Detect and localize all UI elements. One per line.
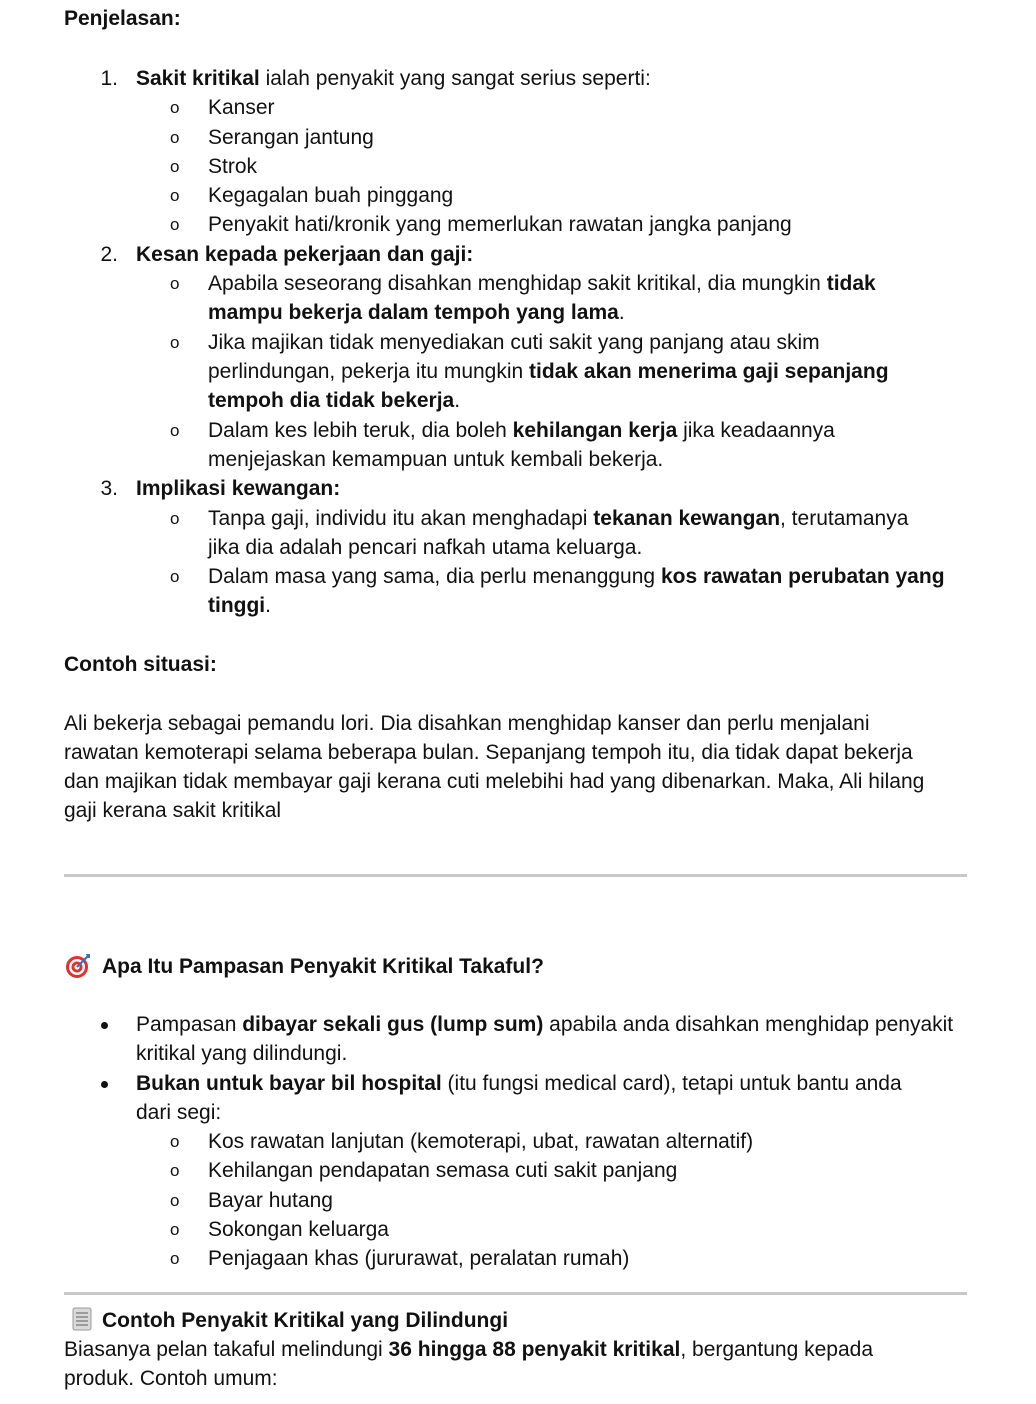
sub-item-line — [208, 386, 460, 415]
hollow-bullet: o — [170, 274, 180, 293]
bold-text: tidak akan menerima gaji sepanjang — [529, 360, 889, 383]
paragraph-line: rawatan kemoterapi selama beberapa bulan. Sepanjang tempoh itu, dia tidak dapat bekerja — [64, 741, 913, 764]
text: , terutamanya — [780, 507, 909, 530]
sub-item-line — [208, 591, 271, 620]
hollow-bullet: o — [170, 567, 180, 586]
target-icon — [64, 952, 92, 980]
sub-item: Penjagaan khas (jururawat, peralatan rumah) — [208, 1247, 630, 1270]
sub-item: Penyakit hati/kronik yang memerlukan rawatan jangka panjang — [208, 213, 792, 236]
list-number: 1. — [100, 67, 118, 90]
sub-item: Serangan jantung — [208, 126, 374, 149]
bold-text: kos rawatan perubatan yang — [660, 565, 945, 588]
hollow-bullet: o — [170, 186, 180, 205]
bold-text: mampu bekerja dalam tempoh yang lama — [208, 301, 619, 324]
bold-text: tinggi — [208, 594, 266, 617]
sub-item-line — [208, 562, 945, 591]
bold-text: kehilangan kerja — [512, 419, 678, 442]
hollow-bullet: o — [170, 215, 180, 234]
text: perlindungan, pekerja itu mungkin — [208, 360, 530, 383]
paragraph-line: dan majikan tidak membayar gaji kerana cuti melebihi had yang dibenarkan. Maka, Ali hilang — [64, 770, 925, 793]
sub-item: Kehilangan pendapatan semasa cuti sakit panjang — [208, 1159, 678, 1182]
bullet-line — [136, 1069, 902, 1098]
list-number: 3. — [100, 477, 118, 500]
hollow-bullet: o — [170, 157, 180, 176]
item-title: Sakit kritikal — [136, 67, 260, 90]
text: . — [454, 389, 461, 412]
sub-item-line — [208, 416, 835, 445]
text: . — [265, 594, 271, 617]
list-number: 2. — [100, 243, 118, 266]
bold-text: tempoh dia tidak bekerja — [208, 389, 455, 412]
sub-item: Sokongan keluarga — [208, 1218, 389, 1241]
bold-text: dibayar sekali gus (lump sum) — [242, 1013, 544, 1036]
text: Tanpa gaji, individu itu akan menghadapi — [208, 507, 594, 530]
sub-item-line — [208, 269, 876, 298]
paragraph-line: gaji kerana sakit kritikal — [64, 799, 282, 822]
sub-item-line: Jika majikan tidak menyediakan cuti sakit yang panjang atau skim — [208, 331, 820, 354]
list-item-3-title: Implikasi kewangan: — [136, 477, 341, 500]
list-item-1 — [136, 64, 651, 93]
hollow-bullet: o — [170, 128, 180, 147]
sub-item-line: menjejaskan kemampuan untuk kembali bekerja. — [208, 448, 664, 471]
text: Biasanya pelan takaful melindungi — [64, 1338, 389, 1361]
sub-item: Kegagalan buah pinggang — [208, 184, 454, 207]
ledger-icon — [72, 1307, 92, 1331]
paragraph-line — [64, 1335, 873, 1364]
list-item-2-title: Kesan kepada pekerjaan dan gaji: — [136, 243, 474, 266]
hollow-bullet: o — [170, 1161, 180, 1180]
sub-item-line — [208, 298, 625, 327]
text: Dalam kes lebih teruk, dia boleh — [208, 419, 513, 442]
sub-item: Strok — [208, 155, 258, 178]
section-heading-pampasan: Apa Itu Pampasan Penyakit Kritikal Takaful? — [102, 955, 544, 978]
text: Pampasan — [136, 1013, 243, 1036]
bullet-line — [136, 1010, 953, 1039]
item-text: ialah penyakit yang sangat serius seperti: — [259, 67, 651, 90]
hollow-bullet: o — [170, 509, 180, 528]
bold-text: tidak — [826, 272, 876, 295]
bold-text: Bukan untuk bayar bil hospital — [136, 1072, 442, 1095]
section-heading-contoh: Contoh situasi: — [64, 653, 217, 676]
paragraph-line: produk. Contoh umum: — [64, 1367, 278, 1390]
text: jika keadaannya — [677, 419, 835, 442]
hollow-bullet: o — [170, 1132, 180, 1151]
sub-item-line: jika dia adalah pencari nafkah utama keluarga. — [208, 536, 643, 559]
sub-item-line — [208, 357, 889, 386]
section-heading-penjelasan: Penjelasan: — [64, 7, 181, 30]
sub-item: Bayar hutang — [208, 1189, 333, 1212]
sub-item: Kanser — [208, 96, 275, 119]
hollow-bullet: o — [170, 421, 180, 440]
bold-text: tekanan kewangan — [593, 507, 781, 530]
text: Dalam masa yang sama, dia perlu menanggung — [208, 565, 661, 588]
text: Apabila seseorang disahkan menghidap sakit kritikal, dia mungkin — [208, 272, 827, 295]
section-heading-penyakit: Contoh Penyakit Kritikal yang Dilindungi — [102, 1309, 509, 1332]
hollow-bullet: o — [170, 98, 180, 117]
hollow-bullet: o — [170, 1191, 180, 1210]
text: apabila anda disahkan menghidap penyakit — [543, 1013, 954, 1036]
horizontal-divider — [64, 1292, 967, 1295]
horizontal-divider — [64, 874, 967, 877]
text: , bergantung kepada — [680, 1338, 874, 1361]
paragraph-line: Ali bekerja sebagai pemandu lori. Dia disahkan menghidap kanser dan perlu menjalani — [64, 712, 870, 735]
bullet-dot — [101, 1081, 108, 1088]
bullet-line: dari segi: — [136, 1101, 222, 1124]
hollow-bullet: o — [170, 333, 180, 352]
text: . — [618, 301, 625, 324]
bullet-line: kritikal yang dilindungi. — [136, 1042, 348, 1065]
hollow-bullet: o — [170, 1220, 180, 1239]
bullet-dot — [101, 1022, 108, 1029]
text: (itu fungsi medical card), tetapi untuk bantu anda — [441, 1072, 902, 1095]
hollow-bullet: o — [170, 1249, 180, 1268]
sub-item: Kos rawatan lanjutan (kemoterapi, ubat, rawatan alternatif) — [208, 1130, 754, 1153]
bold-text: 36 hingga 88 penyakit kritikal — [388, 1338, 681, 1361]
sub-item-line — [208, 504, 908, 533]
